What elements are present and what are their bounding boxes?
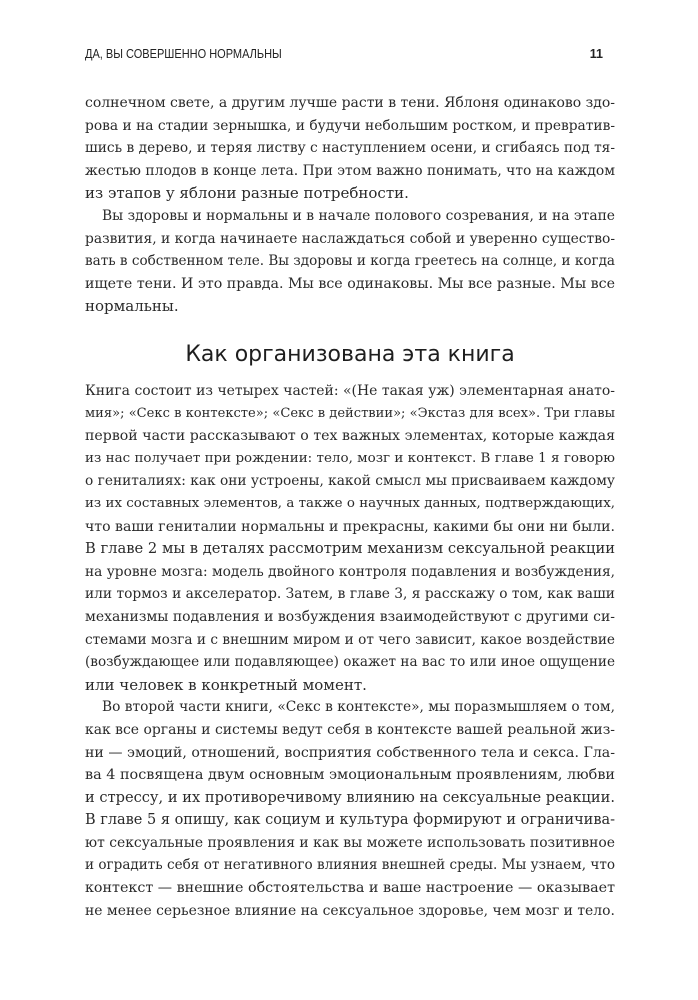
text-line: или человек в конкретный момент. <box>85 675 367 694</box>
text-line: и оградить себя от негативного влияния внешней среды. Мы узнаем, что <box>85 857 615 874</box>
text-line: мия»; «Секс в контексте»; «Секс в действии»; «Экстаз для всех». Три главы <box>85 405 615 421</box>
text-line: жестью плодов в конце лета. При этом важно понимать, что на каждом <box>85 162 615 179</box>
section-heading: Как организована эта книга <box>185 342 515 367</box>
section-2-text <box>85 380 615 922</box>
text-line: Во второй части книги, «Секс в контексте», мы поразмышляем о том, <box>102 699 615 716</box>
text-line: первой части рассказывают о тех важных элементах, которые каждая <box>85 428 615 445</box>
text-line: ва 4 посвящена двум основным эмоциональным проявлениям, любви <box>85 767 615 784</box>
text-line: из нас получает при рождении: тело, мозг и контекст. В главе 1 я говорю <box>85 450 615 466</box>
paragraph <box>85 205 615 318</box>
section-1-text <box>85 92 615 318</box>
text-line: ни — эмоций, отношений, восприятия собственного тела и секса. Гла- <box>85 744 615 761</box>
text-line: как все органы и системы ведут себя в контексте вашей реальной жиз- <box>85 721 615 738</box>
text-line: на уровне мозга: модель двойного контроля подавления и возбуждения, <box>85 563 615 580</box>
running-head <box>85 47 615 65</box>
text-line: солнечном свете, а другим лучше расти в тени. Яблоня одинаково здо- <box>85 95 615 111</box>
text-line: контекст — внешние обстоятельства и ваше настроение — оказывает <box>85 880 615 897</box>
text-line: В главе 5 я опишу, как социум и культура формируют и ограничива- <box>85 812 615 829</box>
text-line: вать в собственном теле. Вы здоровы и когда греетесь на солнце, и когда <box>85 253 615 270</box>
text-line: ют сексуальные проявления и как вы можете использовать позитивное <box>85 834 615 851</box>
text-line: нормальны. <box>85 297 179 316</box>
text-line: Книга состоит из четырех частей: «(Не такая уж) элементарная анато- <box>85 383 615 399</box>
text-line: В главе 2 мы в деталях рассмотрим механизм сексуальной реакции <box>85 540 615 558</box>
text-line: и стрессу, и их противоречивому влиянию на сексуальные реакции. <box>85 788 615 806</box>
text-line: (возбуждающее или подавляющее) окажет на вас то или иное ощущение <box>85 654 615 671</box>
text-line: рова и на стадии зернышка, и будучи небольшим ростком, и превратив- <box>85 117 615 134</box>
text-line: развития, и когда начинаете наслаждаться собой и уверенно существо- <box>85 230 615 247</box>
text-line: что ваши гениталии нормальны и прекрасны, какими бы они ни были. <box>85 518 616 535</box>
running-head-title: ДА, ВЫ СОВЕРШЕННО НОРМАЛЬНЫ <box>85 47 282 61</box>
text-line: ищете тени. И это правда. Мы все одинаковы. Мы все разные. Мы все <box>85 275 615 292</box>
paragraph <box>85 92 615 205</box>
text-line: из их составных элементов, а также о научных данных, подтверждающих, <box>85 495 615 511</box>
text-line: из этапов у яблони разные потребности. <box>85 184 409 203</box>
paragraph <box>85 380 615 696</box>
paragraph <box>85 696 615 922</box>
page-number: 11 <box>589 47 603 61</box>
text-line: стемами мозга и с внешним миром и от чего зависит, какое воздействие <box>85 631 615 648</box>
text-line: не менее серьезное влияние на сексуальное здоровье, чем мозг и тело. <box>85 902 615 919</box>
text-line: или тормоз и акселератор. Затем, в главе 3, я расскажу о том, как ваши <box>85 586 615 603</box>
text-line: шись в дерево, и теряя листву с наступлением осени, и сгибаясь под тя- <box>85 140 615 157</box>
text-line: Вы здоровы и нормальны и в начале полового созревания, и на этапе <box>102 207 615 224</box>
text-line: о гениталиях: как они устроены, какой смысл мы присваиваем каждому <box>85 473 615 490</box>
text-line: механизмы подавления и возбуждения взаимодействуют с другими си- <box>85 608 615 625</box>
